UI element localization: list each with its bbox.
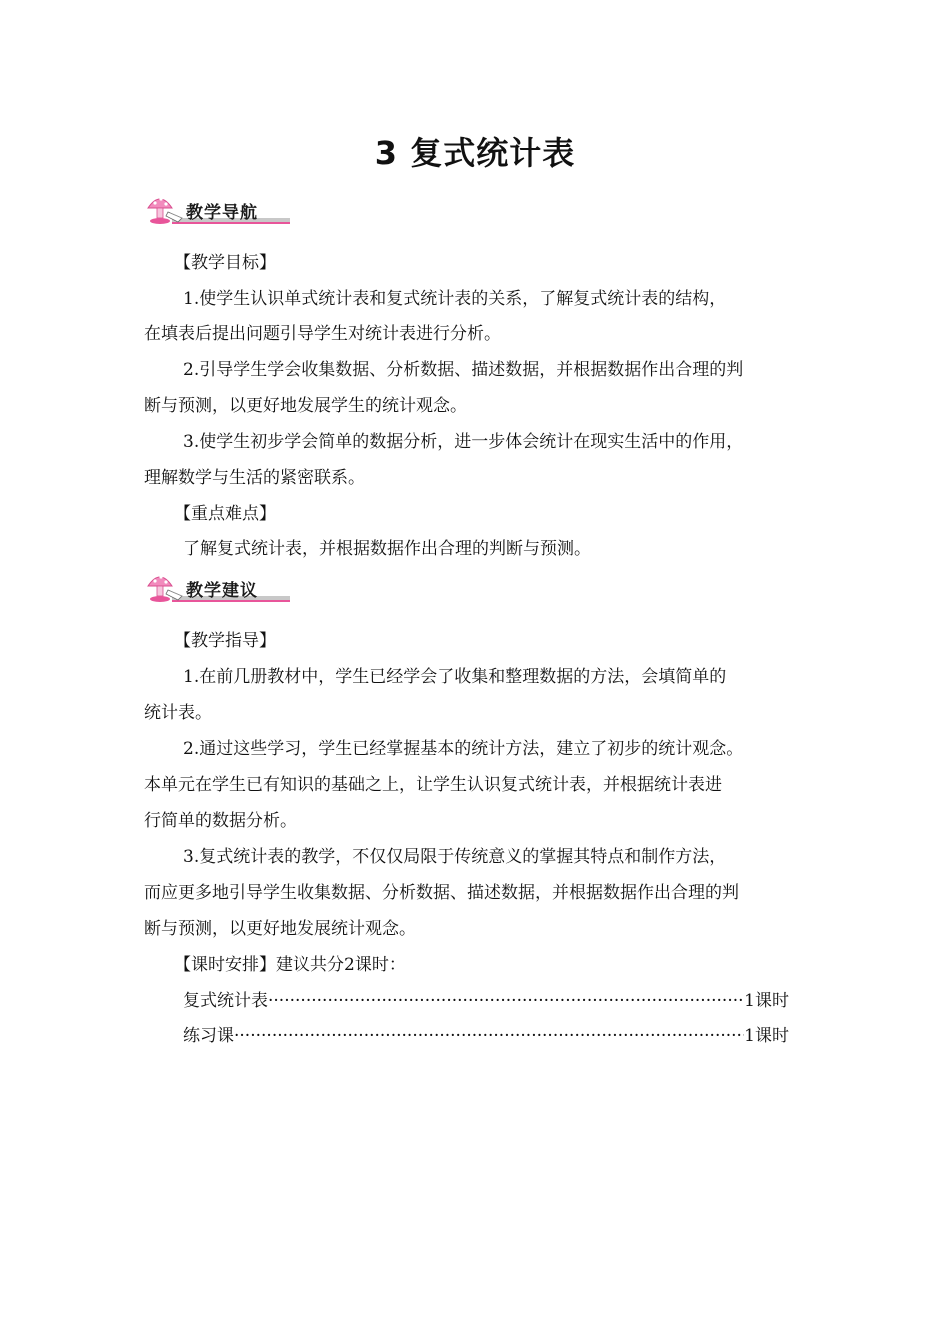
section-badge-teaching-suggestions <box>142 566 292 610</box>
guide-1-line-2: 统计表。 <box>144 703 212 723</box>
schedule-item-hours: 1课时 <box>744 1026 789 1046</box>
page-title: 3 复式统计表 <box>374 134 576 172</box>
goal-3-line-1: 3.使学生初步学会简单的数据分析，进一步体会统计在现实生活中的作用， <box>183 432 744 452</box>
schedule-item-name: 练习课 <box>183 1026 234 1046</box>
goal-1-line-2: 在填表后提出问题引导学生对统计表进行分析。 <box>144 324 501 344</box>
goal-heading: 【教学目标】 <box>174 253 276 273</box>
guide-2-line-1: 2.通过这些学习，学生已经掌握基本的统计方法，建立了初步的统计观念。 <box>183 739 744 759</box>
guide-3-line-3: 断与预测，以更好地发展统计观念。 <box>144 919 416 939</box>
goal-3-line-2: 理解数学与生活的紧密联系。 <box>144 468 365 488</box>
guide-2-line-3: 行简单的数据分析。 <box>144 811 297 831</box>
goal-2-line-2: 断与预测，以更好地发展学生的统计观念。 <box>144 396 467 416</box>
schedule-row <box>183 1025 789 1047</box>
goal-1-line-1: 1.使学生认识单式统计表和复式统计表的关系，了解复式统计表的结构， <box>183 289 727 309</box>
key-heading: 【重点难点】 <box>174 504 276 524</box>
schedule-heading: 【课时安排】建议共分2课时： <box>174 955 406 975</box>
section-badge-teaching-navigation <box>142 188 292 232</box>
guide-3-line-1: 3.复式统计表的教学，不仅仅局限于传统意义的掌握其特点和制作方法， <box>183 847 727 867</box>
goal-2-line-1: 2.引导学生学会收集数据、分析数据、描述数据，并根据数据作出合理的判 <box>183 360 744 380</box>
guide-3-line-2: 而应更多地引导学生收集数据、分析数据、描述数据，并根据数据作出合理的判 <box>144 883 739 903</box>
key-text: 了解复式统计表，并根据数据作出合理的判断与预测。 <box>183 539 591 559</box>
guide-1-line-1: 1.在前几册教材中，学生已经学会了收集和整理数据的方法，会填简单的 <box>183 667 727 687</box>
schedule-item-name: 复式统计表 <box>183 991 268 1011</box>
schedule-row <box>183 990 789 1012</box>
schedule-item-hours: 1课时 <box>744 991 789 1011</box>
guide-2-line-2: 本单元在学生已有知识的基础之上，让学生认识复式统计表，并根据统计表进 <box>144 775 722 795</box>
badge-label: 教学建议 <box>186 581 258 601</box>
leader-dots <box>268 990 744 1012</box>
guide-heading: 【教学指导】 <box>174 631 276 651</box>
badge-label: 教学导航 <box>186 203 258 223</box>
leader-dots <box>234 1025 744 1047</box>
